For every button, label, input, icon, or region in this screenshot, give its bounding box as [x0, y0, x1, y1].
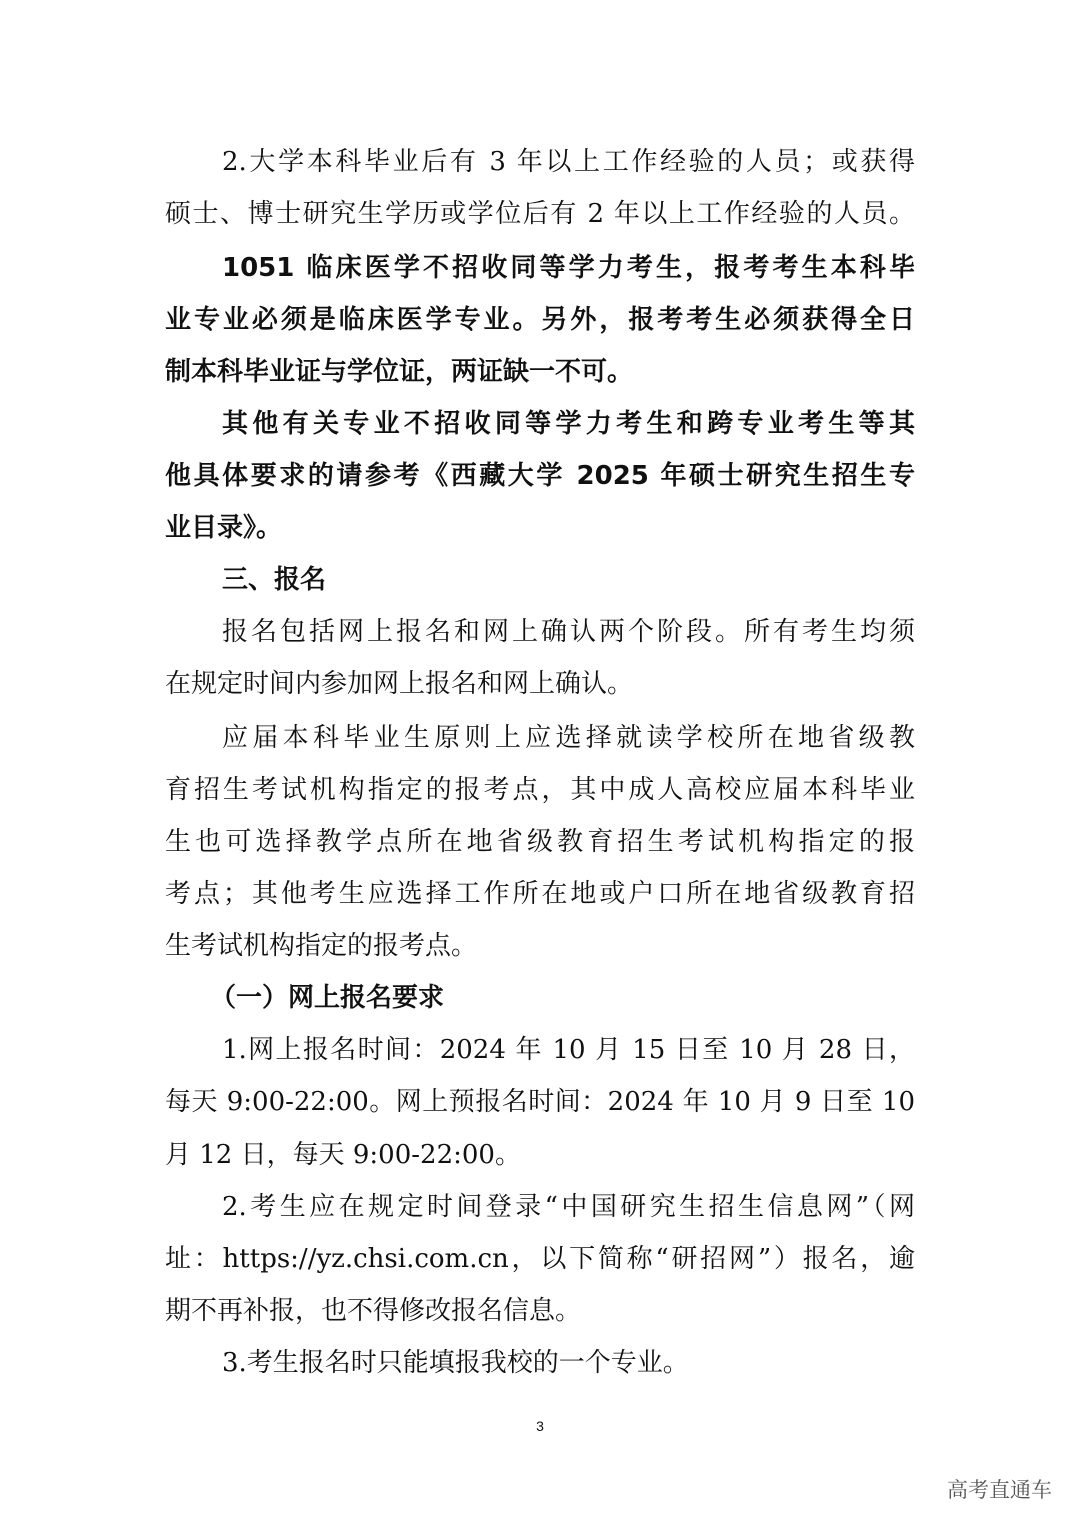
body-line: 期不再补报，也不得修改报名信息。	[165, 1296, 582, 1326]
bold-line: 1051 临床医学不招收同等学力考生，报考考生本科毕	[222, 253, 915, 283]
watermark: 高考直通车	[947, 1478, 1052, 1502]
bold-line: 业目录》。	[165, 513, 283, 543]
body-line: 在规定时间内参加网上报名和网上确认。	[165, 669, 634, 699]
body-line: 考点；其他考生应选择工作所在地或户口所在地省级教育招	[165, 879, 915, 909]
bold-line: 他具体要求的请参考《西藏大学 2025 年硕士研究生招生专	[165, 461, 915, 491]
body-line: 2.大学本科毕业后有 3 年以上工作经验的人员；或获得	[222, 147, 915, 177]
body-line: 址：https://yz.chsi.com.cn，以下简称“研招网”）报名，逾	[165, 1244, 915, 1274]
body-line: 生也可选择教学点所在地省级教育招生考试机构指定的报	[165, 827, 915, 857]
page-number: 3	[536, 1418, 544, 1434]
body-line: 3.考生报名时只能填报我校的一个专业。	[222, 1348, 689, 1378]
body-line: 1.网上报名时间：2024 年 10 月 15 日至 10 月 28 日，	[222, 1035, 915, 1065]
body-line: 2.考生应在规定时间登录“中国研究生招生信息网”（网	[222, 1192, 915, 1222]
body-line: 月 12 日，每天 9:00-22:00。	[165, 1140, 521, 1170]
section-heading: 三、报名	[222, 565, 327, 595]
body-line: 报名包括网上报名和网上确认两个阶段。所有考生均须	[222, 617, 915, 647]
body-line: 每天 9:00-22:00。网上预报名时间：2024 年 10 月 9 日至 10	[165, 1087, 915, 1117]
body-line: 应届本科毕业生原则上应选择就读学校所在地省级教	[222, 723, 915, 753]
bold-line: 其他有关专业不招收同等学力考生和跨专业考生等其	[222, 409, 915, 439]
subsection-heading: （一）网上报名要求	[210, 983, 445, 1013]
body-line: 硕士、博士研究生学历或学位后有 2 年以上工作经验的人员。	[165, 199, 915, 229]
bold-line: 业专业必须是临床医学专业。另外，报考考生必须获得全日	[165, 305, 915, 335]
bold-line: 制本科毕业证与学位证，两证缺一不可。	[165, 357, 634, 387]
body-line: 育招生考试机构指定的报考点，其中成人高校应届本科毕业	[165, 775, 915, 805]
body-line: 生考试机构指定的报考点。	[165, 931, 478, 961]
